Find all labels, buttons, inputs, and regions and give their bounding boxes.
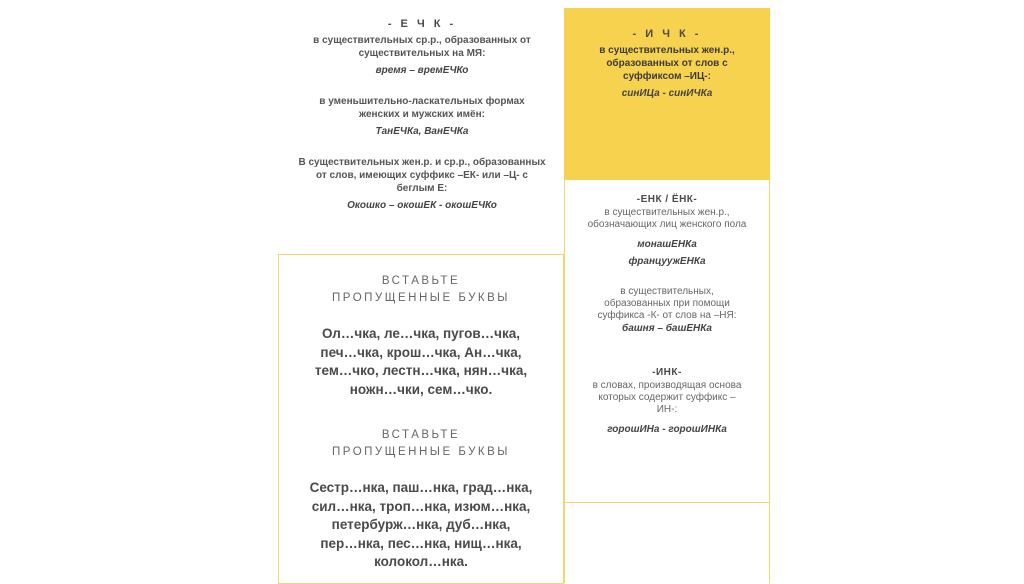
task1-title-line1: ВСТАВЬТЕ [381, 275, 461, 287]
task2-title-line1: ВСТАВЬТЕ [381, 429, 461, 441]
enk-rule-1: в существительных жен.р., обозначающих лиц женского пола [587, 207, 747, 230]
task2-line-2: сил…нка, троп…нка, изюм…нка, [311, 498, 531, 514]
right-panel-frame-lower [564, 502, 770, 583]
task1-line-3: тем…чко, лестн…чка, нян…чка, [314, 363, 528, 378]
echk-rule-3: В существительных жен.р. и ср.р., образованных от слов, имеющих суффикс –ЕК- или –Ц- с беглым Е: [298, 157, 546, 194]
ichk-highlight-box [564, 8, 770, 180]
exercise-panel [278, 254, 564, 584]
echk-example-3: Окошко – окошЕК - окошЕЧКо [347, 200, 497, 211]
ichk-example: синИЦа - синИЧКа [621, 88, 713, 99]
echk-example-1: время – времЕЧКо [375, 65, 469, 76]
ink-rule: в словах, производящая основа которых содержит суффикс –ИН-: [592, 380, 742, 415]
echk-heading: - Е Ч К - [387, 18, 457, 30]
task1-line-1: Ол…чка, ле…чка, пугов…чка, [321, 326, 521, 341]
task1-line-2: печ…чка, крош…чка, Ан…чка, [320, 344, 522, 360]
ink-heading: -ИНК- [652, 367, 682, 378]
ink-example: горошИНа - горошИНКа [607, 424, 727, 435]
task2-line-3: петербурж…нка, дуб…нка, [331, 517, 511, 532]
enk-example-1 [574, 236, 760, 270]
enk-example-2: башня – башЕНКа [622, 323, 712, 334]
echk-rule-1: в существительных ср.р., образованных от существительных на МЯ: [313, 35, 531, 59]
enk-example-1a: монашЕНКа [637, 239, 697, 250]
echk-example-2: ТанЕЧКа, ВанЕЧКа [375, 126, 469, 137]
task2-line-5: колокол…нка. [374, 554, 468, 569]
echk-rule-2: в уменьшительно-ласкательных формах женских и мужских имён: [319, 96, 525, 120]
enk-heading: -ЕНК / ЁНК- [636, 194, 698, 205]
ichk-rule: в существительных жен.р., образованных от слов с суффиксом –ИЦ-: [599, 45, 735, 82]
echk-section [280, 18, 564, 230]
task2-title-line2: ПРОПУЩЕННЫЕ БУКВЫ [332, 446, 510, 458]
task1-line-4: ножн…чки, сем…чко. [349, 381, 493, 397]
task2-line-1: Сестр…нка, паш…нка, град…нка, [309, 480, 533, 495]
enk-example-1b: француужЕНКа [628, 256, 706, 267]
enk-rule-2: в существительных, образованных при помощи суффикса -К- от слов на –НЯ: [597, 286, 737, 321]
task1-title-line2: ПРОПУЩЕННЫЕ БУКВЫ [332, 292, 510, 304]
enk-ink-section [574, 194, 760, 438]
task2-line-4: пер…нка, пес…нка, нищ…нка, [320, 535, 522, 551]
ichk-heading: - И Ч К - [632, 28, 702, 40]
